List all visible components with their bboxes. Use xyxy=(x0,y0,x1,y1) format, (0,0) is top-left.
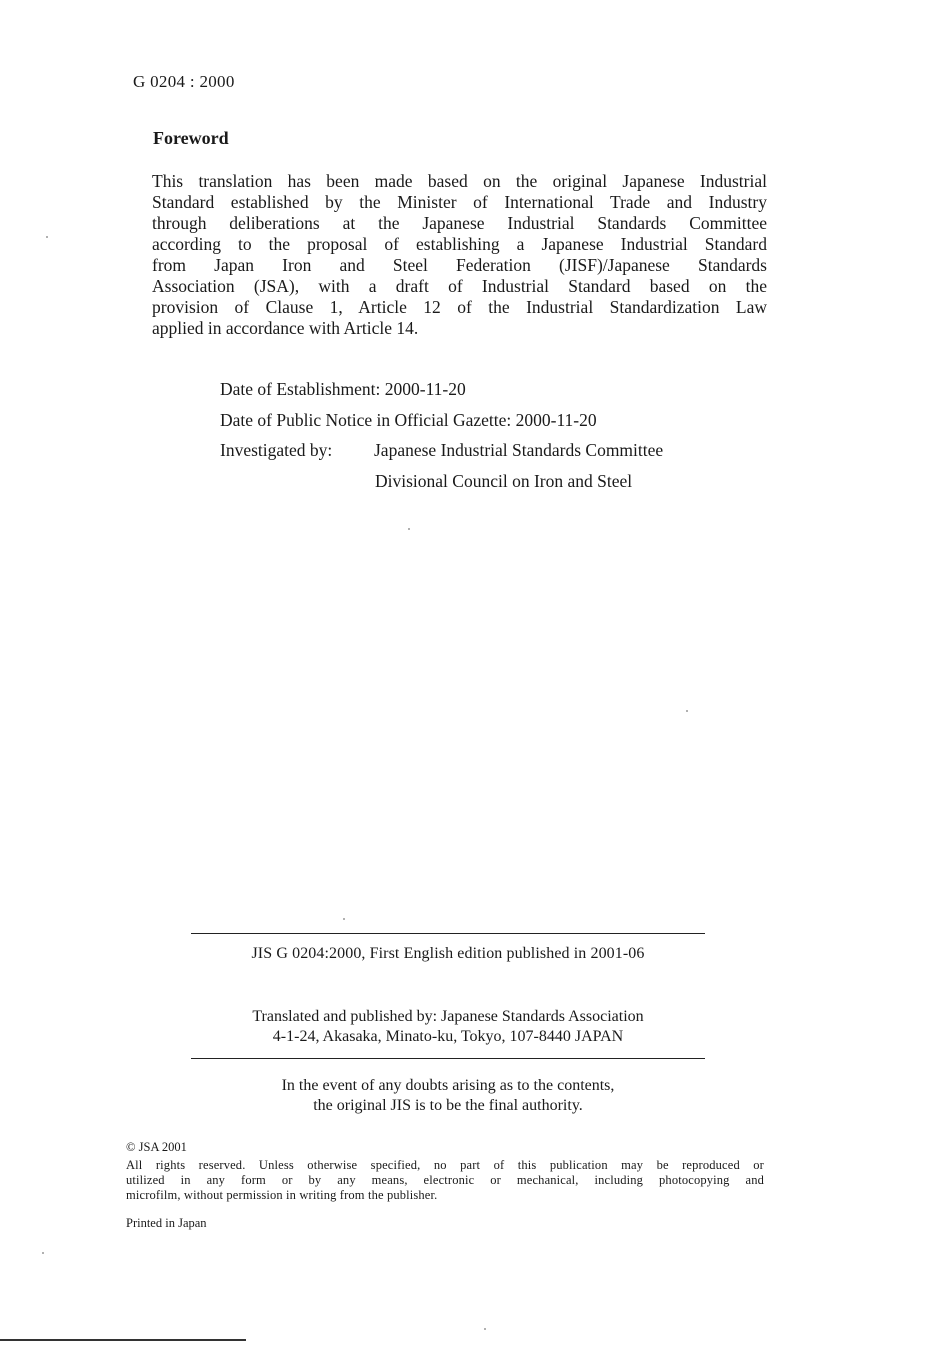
scan-speck xyxy=(408,528,410,530)
publisher-block xyxy=(191,1007,705,1047)
scan-speck xyxy=(484,1328,486,1330)
date-of-establishment: Date of Establishment: 2000-11-20 xyxy=(220,379,466,399)
publisher-address: 4-1-24, Akasaka, Minato-ku, Tokyo, 107-8440 JAPAN xyxy=(272,1028,624,1045)
document-code: G 0204 : 2000 xyxy=(133,72,235,91)
scan-edge-line xyxy=(0,1339,246,1341)
scan-speck xyxy=(686,710,688,712)
date-of-public-notice: Date of Public Notice in Official Gazette: 2000-11-20 xyxy=(220,409,597,430)
foreword-line: through deliberations at the Japanese Industrial Standards Committee xyxy=(152,213,767,233)
authority-note xyxy=(191,1076,705,1116)
investigated-by-row xyxy=(220,440,663,471)
scan-speck xyxy=(343,918,345,920)
foreword-line: Association (JSA), with a draft of Industrial Standard based on the xyxy=(152,276,767,296)
foreword-line: provision of Clause 1, Article 12 of the Industrial Standardization Law xyxy=(152,297,767,317)
bottom-divider xyxy=(191,1058,705,1059)
rights-notice xyxy=(126,1158,764,1203)
rights-line: All rights reserved. Unless otherwise specified, no part of this publication may be reproduced or xyxy=(126,1158,764,1172)
copyright-notice: © JSA 2001 xyxy=(126,1140,187,1154)
rights-line: microfilm, without permission in writing from the publisher. xyxy=(126,1188,438,1202)
investigated-by-label: Investigated by: xyxy=(220,440,333,460)
printed-in: Printed in Japan xyxy=(126,1216,207,1230)
foreword-line: Standard established by the Minister of International Trade and Industry xyxy=(152,192,767,212)
foreword-line: according to the proposal of establishing a Japanese Industrial Standard xyxy=(152,234,767,254)
foreword-body xyxy=(152,171,767,339)
foreword-line: applied in accordance with Article 14. xyxy=(152,318,419,338)
authority-line: In the event of any doubts arising as to the contents, xyxy=(281,1077,615,1094)
foreword-line: from Japan Iron and Steel Federation (JISF)/Japanese Standards xyxy=(152,255,767,275)
foreword-title: Foreword xyxy=(153,128,229,148)
establishment-info xyxy=(220,379,663,501)
scan-speck xyxy=(46,236,48,238)
foreword-line: This translation has been made based on the original Japanese Industrial xyxy=(152,171,767,191)
publisher-name: Translated and published by: Japanese Standards Association xyxy=(252,1008,644,1025)
investigated-by-council: Divisional Council on Iron and Steel xyxy=(375,470,633,491)
investigated-by-committee: Japanese Industrial Standards Committee xyxy=(374,440,664,460)
edition-note: JIS G 0204:2000, First English edition published in 2001-06 xyxy=(251,945,645,962)
top-divider xyxy=(191,933,705,934)
scan-speck xyxy=(42,1252,44,1254)
authority-line: the original JIS is to be the final authority. xyxy=(313,1097,583,1114)
rights-line: utilized in any form or by any means, electronic or mechanical, including photocopying and xyxy=(126,1173,764,1187)
